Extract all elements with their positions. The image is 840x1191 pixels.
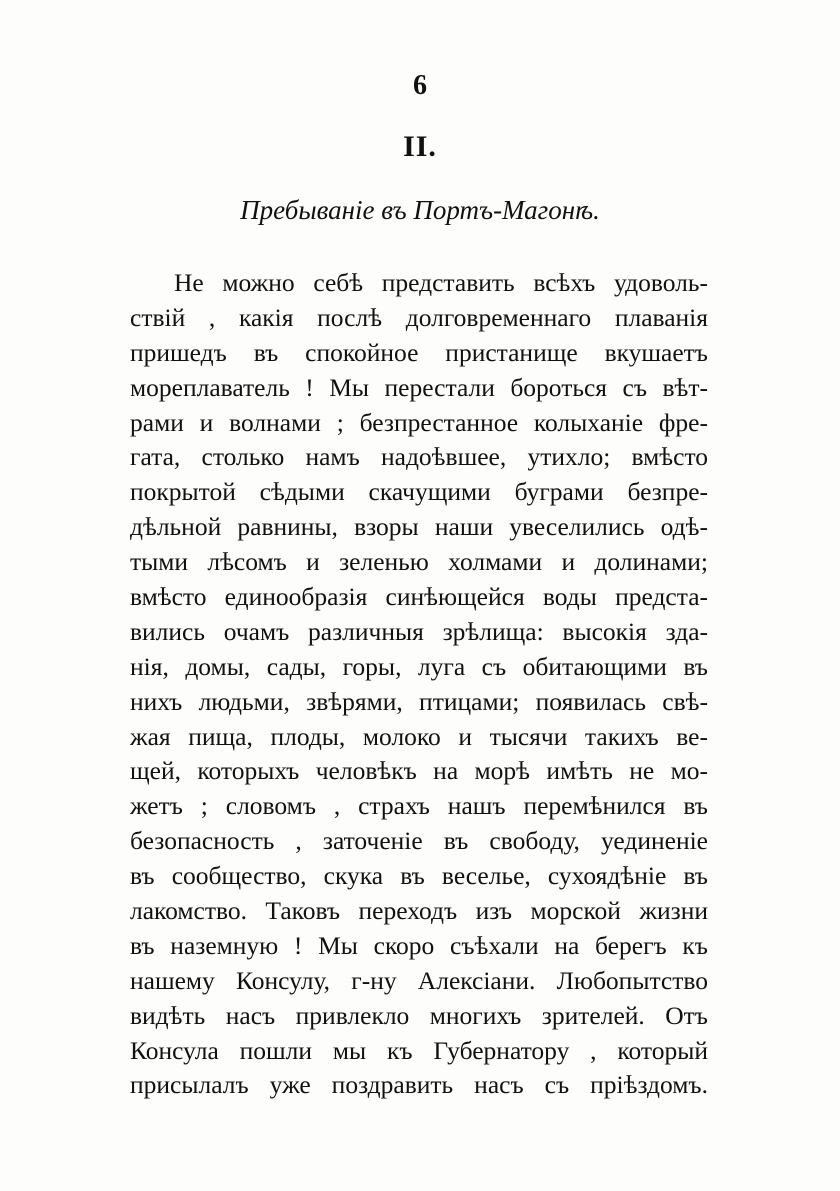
chapter-title: Пребываніе въ Портъ-Магонѣ. [240, 195, 600, 225]
page-number: 6 [413, 70, 427, 101]
text-line: Не можно себѣ представить всѣхъ удоволь- [174, 268, 708, 297]
text-line: нашему Консулу, г-ну Алексіани. Любопытство [130, 965, 708, 995]
text-line: пришедъ въ спокойное пристанище вкушаетъ [130, 337, 708, 367]
text-line: нихъ людьми, звѣрями, птицами; появилась свѣ- [130, 686, 708, 716]
text-line: лакомство. Таковъ переходъ изъ морской жизни [130, 896, 708, 926]
text-line: мореплаватель ! Мы перестали бороться съ вѣт- [130, 372, 708, 402]
text-line: тыми лѣсомъ и зеленью холмами и долинами; [130, 547, 708, 577]
text-line: въ сообщество, скука въ веселье, сухоядѣніе въ [130, 861, 708, 891]
text-line: покрытой сѣдыми скачущими буграми безпре- [130, 477, 708, 507]
text-line: Консула пошли мы къ Губернатору , который [130, 1035, 708, 1065]
chapter-number: II. [403, 130, 437, 163]
text-line: присылалъ уже поздравить насъ съ пріѣздомъ. [130, 1070, 708, 1100]
text-line: щей, которыхъ человѣкъ на морѣ имѣть не мо- [130, 756, 708, 786]
text-line: рами и волнами ; безпрестанное колыханіе фре- [130, 407, 708, 437]
text-line: ствій , какія послѣ долговременнаго плаванія [130, 302, 708, 332]
text-line: вмѣсто единообразія синѣющейся воды предста- [130, 582, 708, 612]
text-line: гата, столько намъ надоѣвшее, утихло; вмѣсто [130, 442, 708, 472]
text-line: дѣльной равнины, взоры наши увеселились одѣ- [130, 512, 708, 542]
text-line: видѣть насъ привлекло многихъ зрителей. Отъ [130, 1000, 708, 1030]
text-line: жетъ ; словомъ , страхъ нашъ перемѣнился въ [130, 791, 708, 821]
body-paragraph [130, 266, 708, 1103]
text-line: въ наземную ! Мы скоро съѣхали на берегъ къ [130, 930, 708, 960]
text-line: вились очамъ различныя зрѣлища: высокія зда- [130, 616, 708, 646]
text-line: нія, домы, сады, горы, луга съ обитающими въ [130, 651, 708, 681]
text-line: жая пища, плоды, молоко и тысячи такихъ ве- [130, 721, 708, 751]
text-line: безопасность , заточеніе въ свободу, уединеніе [130, 826, 708, 856]
